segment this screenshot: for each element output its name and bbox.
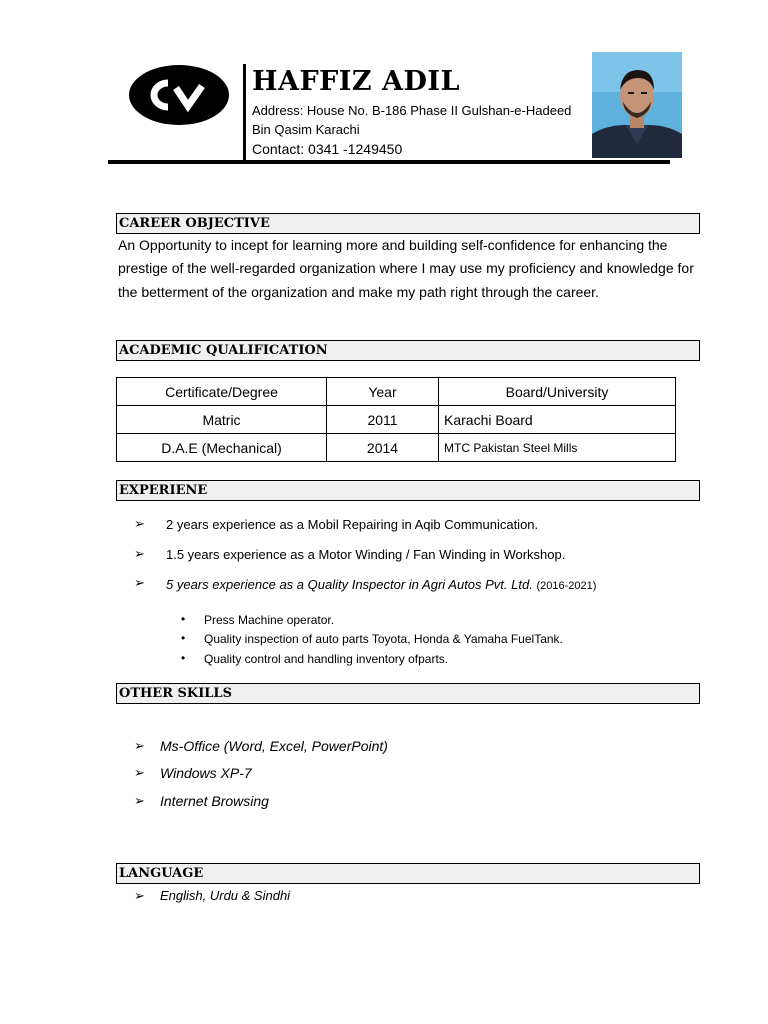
experience-years: (2016-2021) — [536, 580, 597, 592]
experience-item-text: 5 years experience as a Quality Inspector in Agri Autos Pvt. Ltd. — [166, 577, 533, 592]
cv-logo — [128, 64, 230, 126]
experience-heading: EXPERIENE — [116, 480, 700, 501]
column-header: Board/University — [439, 378, 676, 406]
table-cell: 2011 — [327, 406, 439, 434]
bullet-icon: • — [181, 651, 186, 665]
header-vertical-rule — [243, 64, 246, 162]
career-objective-text: An Opportunity to incept for learning more and building self-confidence for enhancing the prestige of the well-regarded organization where I may use my proficiency and knowledge for the betterment of the organization and make my path right through the career. — [118, 237, 694, 300]
bullet-icon: • — [181, 631, 186, 645]
experience-sub-item: Press Machine operator. — [204, 613, 335, 627]
address-line-2: Bin Qasim Karachi — [252, 122, 360, 137]
candidate-name: HAFFIZ ADIL — [252, 66, 461, 97]
experience-sub-item: Quality control and handling inventory ofparts. — [204, 652, 449, 666]
skill-item: Ms-Office (Word, Excel, PowerPoint) — [160, 738, 388, 754]
skill-item: Internet Browsing — [160, 793, 269, 809]
column-header: Year — [327, 378, 439, 406]
table-row — [117, 434, 676, 462]
table-cell: MTC Pakistan Steel Mills — [439, 434, 676, 462]
academic-qualification-heading: ACADEMIC QUALIFICATION — [116, 340, 700, 361]
arrow-bullet-icon: ➢ — [134, 738, 145, 753]
arrow-bullet-icon: ➢ — [134, 765, 145, 780]
other-skills-heading: OTHER SKILLS — [116, 683, 700, 704]
header-horizontal-rule — [108, 160, 670, 164]
experience-item: 2 years experience as a Mobil Repairing in Aqib Communication. — [166, 517, 539, 532]
experience-item: 1.5 years experience as a Motor Winding / Fan Winding in Workshop. — [166, 547, 566, 562]
table-header-row — [117, 378, 676, 406]
contact-number: Contact: 0341 -1249450 — [252, 141, 403, 157]
skill-item: Windows XP-7 — [160, 765, 252, 781]
column-header: Certificate/Degree — [117, 378, 327, 406]
profile-photo — [592, 52, 682, 158]
table-cell: 2014 — [327, 434, 439, 462]
experience-item — [166, 577, 596, 592]
language-text: English, Urdu & Sindhi — [160, 888, 291, 903]
arrow-bullet-icon: ➢ — [134, 516, 145, 531]
table-cell: Karachi Board — [439, 406, 676, 434]
experience-sub-item: Quality inspection of auto parts Toyota, Honda & Yamaha FuelTank. — [204, 632, 563, 646]
arrow-bullet-icon: ➢ — [134, 546, 145, 561]
table-row — [117, 406, 676, 434]
arrow-bullet-icon: ➢ — [134, 575, 145, 590]
career-objective-heading: CAREER OBJECTIVE — [116, 213, 700, 234]
arrow-bullet-icon: ➢ — [134, 888, 145, 903]
table-cell: Matric — [117, 406, 327, 434]
address-line-1: Address: House No. B-186 Phase II Gulshan-e-Hadeed — [252, 103, 572, 118]
language-heading: LANGUAGE — [116, 863, 700, 884]
bullet-icon: • — [181, 612, 186, 626]
table-cell: D.A.E (Mechanical) — [117, 434, 327, 462]
arrow-bullet-icon: ➢ — [134, 793, 145, 808]
academic-table — [116, 377, 676, 462]
